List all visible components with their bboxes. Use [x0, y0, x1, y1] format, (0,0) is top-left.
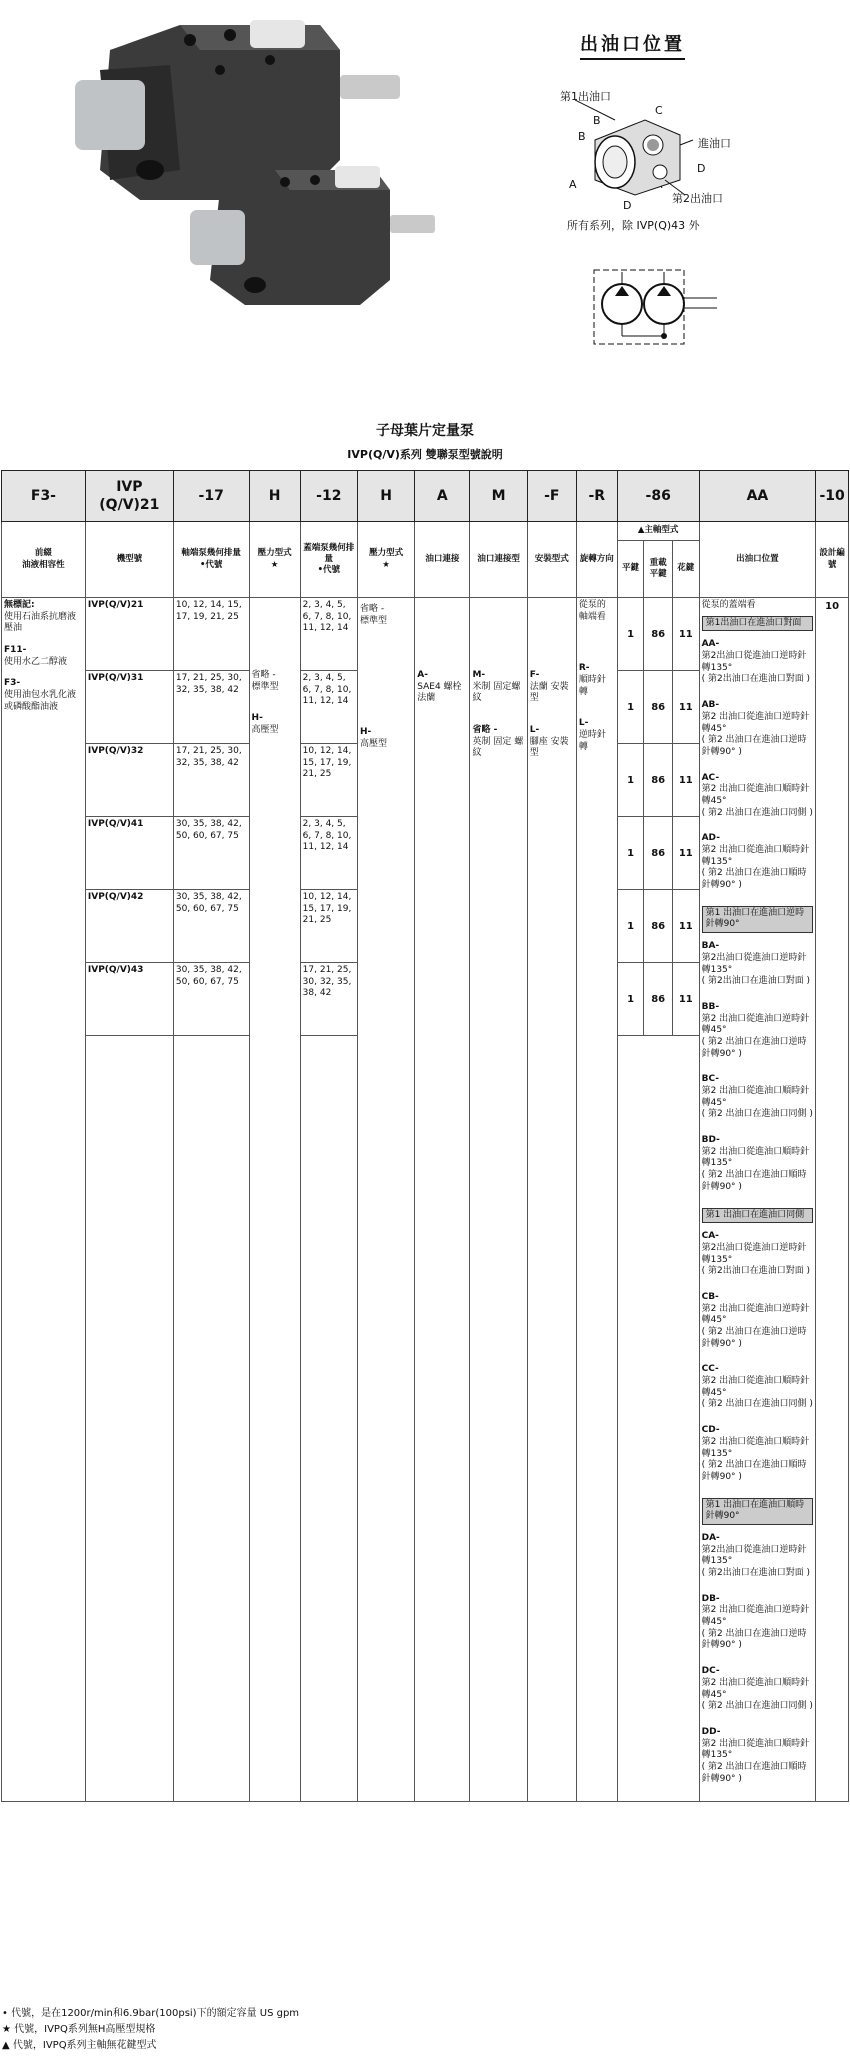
outlet-note: 所有系列，除 IVP(Q)43 外	[567, 219, 700, 232]
hydraulic-symbol-icon	[592, 268, 722, 348]
outlet-group-1: 第1出油口在進油口對面	[702, 616, 814, 632]
outlet-option: CC- 第2 出油口從進油口順時針轉45° ( 第2 出油口在進油口同側 )	[701, 1364, 813, 1410]
code-pressure2: H	[357, 471, 414, 522]
code-design: -10	[816, 471, 849, 522]
fluid-f11-desc: 使用水乙二醇液	[4, 656, 68, 667]
rear-disp: 17, 21, 25, 30, 32, 35, 38, 42	[173, 744, 249, 817]
mount-cell	[527, 598, 576, 1802]
code-outlet: AA	[699, 471, 816, 522]
pressure2-h-label: H-	[359, 727, 372, 738]
model-name: IVP(Q/V)31	[85, 671, 173, 744]
pump-body-icon	[190, 166, 435, 305]
empty-cell	[85, 1036, 173, 1802]
pressure2-cell	[357, 598, 414, 1802]
rotation-r-desc: 順時針轉	[578, 675, 606, 697]
fluid-none-label: 無標記:	[4, 600, 35, 610]
model-name: IVP(Q/V)21	[85, 598, 173, 671]
hdr-shaft: ▲主軸型式	[617, 522, 699, 541]
rotation-l-label: L-	[578, 718, 589, 729]
hdr-shaft-heavy: 重載平鍵	[644, 541, 673, 598]
code-port-conn: A	[415, 471, 470, 522]
port-type-m-label: M-	[472, 670, 486, 680]
outlet-group-3: 第1 出油口在進油口同側	[702, 1208, 814, 1224]
outlet-option: CA- 第2出油口從進油口逆時針轉135° ( 第2出油口在進油口對面 )	[701, 1231, 811, 1277]
shaft-heavy: 86	[644, 744, 673, 817]
letter-d-bottom: D	[623, 199, 632, 212]
model-name: IVP(Q/V)32	[85, 744, 173, 817]
footnote-spline: ▲ 代號，IVPQ系列主軸無花鍵型式	[2, 2040, 157, 2051]
hdr-shaft-flat: 平鍵	[617, 541, 644, 598]
pressure1-h-desc: 高壓型	[251, 725, 279, 736]
rear-disp: 17, 21, 25, 30, 32, 35, 38, 42	[173, 671, 249, 744]
shaft-flat: 1	[617, 744, 644, 817]
shaft-spline: 11	[672, 671, 699, 744]
hdr-pressure1: 壓力型式 ★	[249, 522, 300, 598]
pressure1-desc: 標準型	[251, 681, 279, 692]
outlet-positions-cell	[699, 598, 816, 1802]
port-conn-desc: SAE4 螺栓法蘭	[417, 681, 462, 704]
outlet-option: BD- 第2 出油口從進油口順時針轉135° ( 第2 出油口在進油口順時針轉90° )	[701, 1135, 810, 1192]
product-subtitle: IVP(Q/V)系列 雙聯泵型號說明	[347, 448, 503, 461]
code-fluid: F3-	[2, 471, 86, 522]
rear-disp: 30, 35, 38, 42, 50, 60, 67, 75	[173, 817, 249, 890]
letter-a-left: A	[569, 178, 577, 191]
shaft-spline: 11	[672, 817, 699, 890]
mount-l-desc: 腳座 安裝型	[529, 736, 569, 759]
design-number: 10	[816, 598, 849, 1802]
footnote-high-pressure: ★ 代號，IVPQ系列無H高壓型規格	[2, 2024, 156, 2035]
hdr-port-conn: 油口連接	[415, 522, 470, 598]
letter-c: C	[655, 104, 663, 117]
outlet-option: AC- 第2 出油口從進油口順時針轉45° ( 第2 出油口在進油口同側 )	[701, 772, 813, 818]
pressure1-h-label: H-	[251, 713, 263, 724]
outlet-option: AD- 第2 出油口從進油口順時針轉135° ( 第2 出油口在進油口順時針轉90° )	[701, 833, 810, 891]
model-name: IVP(Q/V)43	[85, 963, 173, 1036]
shaft-heavy: 86	[644, 817, 673, 890]
empty-cell	[173, 1036, 249, 1802]
footnote-capacity: • 代號，是在1200r/min和6.9bar(100psi)下的額定容量 US gpm	[2, 2008, 300, 2019]
pressure2-h-desc: 高壓型	[359, 739, 387, 750]
outlet-option: DB- 第2 出油口從進油口逆時針轉45° ( 第2 出油口在進油口逆時針轉90° )	[701, 1593, 810, 1651]
pressure2-desc: 標準型	[359, 615, 387, 626]
fluid-f3-desc: 使用油包水乳化液或磷酸酯油液	[4, 690, 77, 712]
rotation-r-label: R-	[578, 663, 590, 674]
outlet-option: CB- 第2 出油口從進油口逆時針轉45° ( 第2 出油口在進油口逆時針轉90° )	[701, 1291, 810, 1349]
port-type-omit-desc: 英制 固定 螺紋	[472, 736, 524, 759]
outlet-title: 出油口位置	[580, 30, 685, 60]
shaft-spline: 11	[672, 963, 699, 1036]
hdr-front-disp: 蓋端泵幾何排量 •代號	[300, 522, 357, 598]
rear-disp: 30, 35, 38, 42, 50, 60, 67, 75	[173, 963, 249, 1036]
hdr-rotation: 旋轉方向	[576, 522, 617, 598]
outlet-group-2: 第1 出油口在進油口逆時針轉90°	[702, 906, 814, 933]
outlet-diagram-icon	[575, 100, 695, 210]
port-conn-label: A-	[417, 670, 428, 680]
hdr-fluid: 前綴 油液相容性	[2, 522, 86, 598]
empty-cell	[617, 1036, 699, 1802]
rotation-l-desc: 逆時針轉	[578, 730, 606, 752]
letter-d-right: D	[697, 162, 706, 175]
outlet-option: BC- 第2 出油口從進油口順時針轉45° ( 第2 出油口在進油口同側 )	[701, 1074, 813, 1120]
second-outlet-label: 第2出油口	[672, 192, 723, 205]
front-disp: 2, 3, 4, 5, 6, 7, 8, 10, 11, 12, 14	[300, 671, 357, 744]
outlet-option: AA- 第2出油口從進油口逆時針轉135° ( 第2出油口在進油口對面 )	[701, 639, 811, 685]
fluid-f3-label: F3-	[4, 678, 21, 689]
code-front-disp: -12	[300, 471, 357, 522]
shaft-flat: 1	[617, 963, 644, 1036]
outlet-option: AB- 第2 出油口從進油口逆時針轉45° ( 第2 出油口在進油口逆時針轉90° )	[701, 700, 810, 757]
outlet-option: CD- 第2 出油口從進油口順時針轉135° ( 第2 出油口在進油口順時針轉90° )	[701, 1425, 810, 1482]
front-disp: 10, 12, 14, 15, 17, 19, 21, 25	[300, 890, 357, 963]
code-mount: -F	[527, 471, 576, 522]
outlet-option: BA- 第2出油口從進油口逆時針轉135° ( 第2出油口在進油口對面 )	[701, 941, 811, 987]
pressure2-label: 省略 -	[359, 604, 385, 614]
inlet-label: 進油口	[698, 137, 731, 150]
hdr-shaft-spline: 花鍵	[672, 541, 699, 598]
shaft-heavy: 86	[644, 890, 673, 963]
code-pressure1: H	[249, 471, 300, 522]
rear-disp: 30, 35, 38, 42, 50, 60, 67, 75	[173, 890, 249, 963]
model-name: IVP(Q/V)41	[85, 817, 173, 890]
front-disp: 10, 12, 14, 15, 17, 19, 21, 25	[300, 744, 357, 817]
shaft-flat: 1	[617, 598, 644, 671]
shaft-heavy: 86	[644, 963, 673, 1036]
shaft-spline: 11	[672, 598, 699, 671]
pump-image-bottom	[185, 160, 445, 310]
hdr-mount: 安裝型式	[527, 522, 576, 598]
code-rotation: -R	[576, 471, 617, 522]
fluid-none-desc: 使用石油系抗磨液壓油	[4, 611, 77, 634]
outlet-intro: 從泵的蓋端看	[701, 600, 756, 610]
shaft-heavy: 86	[644, 671, 673, 744]
shaft-spline: 11	[672, 890, 699, 963]
first-outlet-label: 第1出油口	[560, 90, 611, 103]
model-code-table	[1, 470, 849, 1802]
shaft-spline: 11	[672, 744, 699, 817]
empty-cell	[300, 1036, 357, 1802]
letter-b-top: B	[593, 114, 601, 127]
outlet-group-4: 第1 出油口在進油口順時針轉90°	[702, 1498, 814, 1525]
outlet-option: DD- 第2 出油口從進油口順時針轉135° ( 第2 出油口在進油口順時針轉90° )	[701, 1726, 810, 1784]
outlet-option: DC- 第2 出油口從進油口順時針轉45° ( 第2 出油口在進油口同側 )	[701, 1666, 813, 1712]
code-port-type: M	[470, 471, 527, 522]
hdr-pressure2: 壓力型式 ★	[357, 522, 414, 598]
mount-f-desc: 法蘭 安裝型	[529, 681, 569, 704]
port-type-m-desc: 米制 固定螺紋	[472, 681, 521, 704]
model-name: IVP(Q/V)42	[85, 890, 173, 963]
rotation-top: 從泵的軸端看	[578, 600, 606, 622]
product-title: 子母葉片定量泵	[376, 423, 474, 439]
code-shaft: -86	[617, 471, 699, 522]
hdr-port-type: 油口連接型	[470, 522, 527, 598]
hdr-design: 設計編號	[816, 522, 849, 598]
pressure1-label: 省略 -	[251, 670, 276, 680]
fluid-f11-label: F11-	[4, 645, 27, 656]
shaft-heavy: 86	[644, 598, 673, 671]
front-disp: 17, 21, 25, 30, 32, 35, 38, 42	[300, 963, 357, 1036]
port-type-omit-label: 省略 -	[472, 725, 498, 736]
code-model: IVP (Q/V)21	[85, 471, 173, 522]
pressure1-cell	[249, 598, 300, 1802]
outlet-option: BB- 第2 出油口從進油口逆時針轉45° ( 第2 出油口在進油口逆時針轉90° )	[701, 1001, 810, 1059]
code-rear-disp: -17	[173, 471, 249, 522]
front-disp: 2, 3, 4, 5, 6, 7, 8, 10, 11, 12, 14	[300, 598, 357, 671]
rear-disp: 10, 12, 14, 15, 17, 19, 21, 25	[173, 598, 249, 671]
fluid-cell	[2, 598, 86, 1802]
mount-l-label: L-	[529, 725, 540, 736]
outlet-option: DA- 第2出油口從進油口逆時針轉135° ( 第2出油口在進油口對面 )	[701, 1532, 811, 1578]
rotation-cell	[576, 598, 617, 1802]
shaft-flat: 1	[617, 817, 644, 890]
letter-b: B	[578, 130, 586, 143]
shaft-flat: 1	[617, 671, 644, 744]
shaft-flat: 1	[617, 890, 644, 963]
port-conn-cell	[415, 598, 470, 1802]
hdr-model: 機型號	[85, 522, 173, 598]
hdr-rear-disp: 軸端泵幾何排量 •代號	[173, 522, 249, 598]
mount-f-label: F-	[529, 670, 540, 680]
front-disp: 2, 3, 4, 5, 6, 7, 8, 10, 11, 12, 14	[300, 817, 357, 890]
hdr-outlet: 出油口位置	[699, 522, 816, 598]
port-type-cell	[470, 598, 527, 1802]
